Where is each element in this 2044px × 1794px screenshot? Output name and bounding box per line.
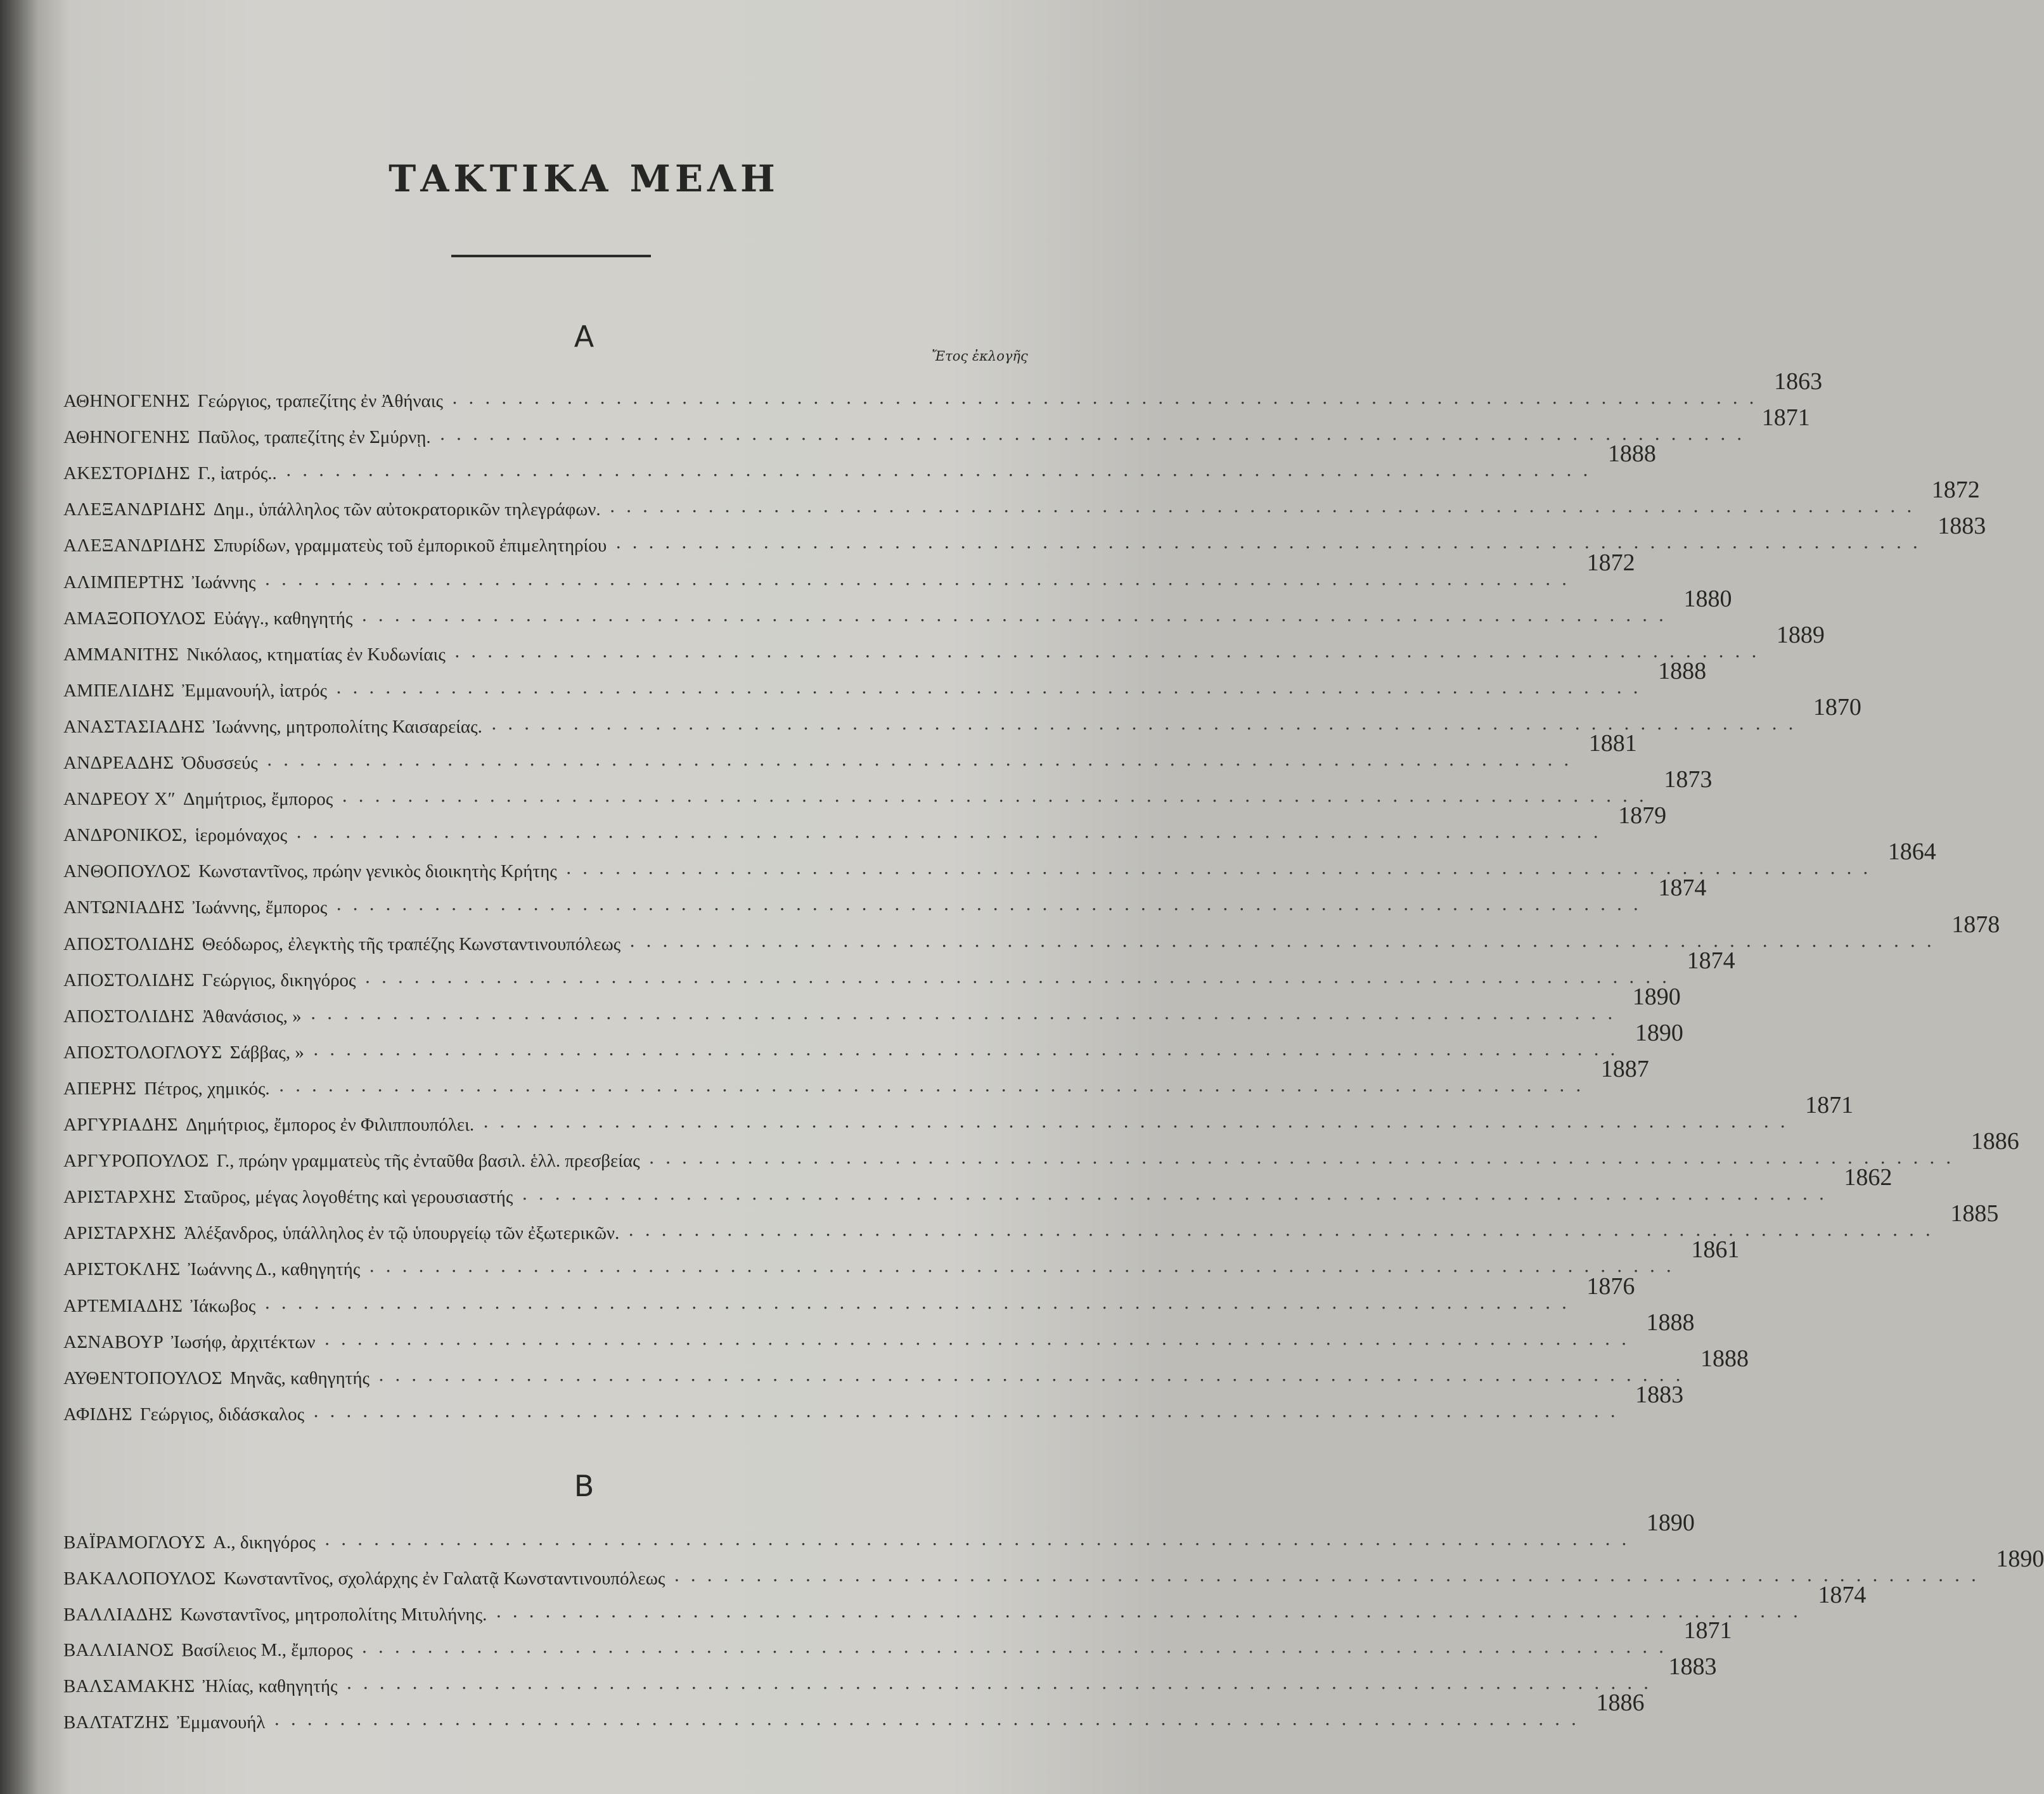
member-entry (63, 947, 1735, 991)
member-description: Γ., πρώην γραμματεὺς τῆς ἐνταῦθα βασιλ. ἑλλ. πρεσβείας (216, 1151, 640, 1172)
member-description: Ἠλίας, καθηγητής (202, 1676, 338, 1697)
member-entry (63, 1092, 1854, 1136)
election-year: 1886 (1596, 1689, 1645, 1716)
dot-leader: ................................................................................ (615, 532, 1929, 553)
member-description: Μηνᾶς, καθηγητής (229, 1368, 370, 1388)
election-year: 1873 (1664, 766, 1713, 793)
member-description: Ἐμμανουήλ, ἰατρός (182, 680, 328, 701)
dot-leader: ................................................................................ (378, 1364, 1692, 1385)
election-year: 1880 (1683, 585, 1732, 612)
dot-leader: ................................................................................ (439, 423, 1753, 445)
dot-leader: ................................................................................ (628, 1219, 1942, 1241)
election-year: 1890 (1632, 983, 1681, 1010)
member-description: Ἰάκωβος (190, 1295, 256, 1316)
member-entry (63, 802, 1667, 846)
dot-leader: ................................................................................ (496, 1600, 1809, 1622)
member-entry (63, 513, 1986, 556)
member-surname: ΒΑΚΑΛΟΠΟΥΛΟΣ (63, 1568, 216, 1589)
member-description: Σταῦρος, μέγας λογοθέτης καὶ γερουσιαστής (183, 1187, 513, 1208)
member-surname: ΑΡΤΕΜΙΑΔΗΣ (63, 1295, 183, 1316)
dot-leader: ................................................................................ (285, 459, 1599, 481)
dot-leader: ................................................................................ (324, 1328, 1638, 1349)
dot-leader: ................................................................................ (452, 387, 1766, 408)
dot-leader: ................................................................................ (310, 1002, 1624, 1023)
member-surname: ΒΑΛΣΑΜΑΚΗΣ (63, 1676, 195, 1697)
election-year: 1890 (1646, 1509, 1695, 1536)
dot-leader: ................................................................................ (361, 1636, 1675, 1658)
election-year: 1872 (1931, 477, 1980, 504)
member-description: Βασίλειος Μ., ἔμπορος (181, 1640, 353, 1661)
member-description: Κωνσταντῖνος, μητροπολίτης Μιτυλήνης. (180, 1604, 487, 1625)
election-year: 1890 (1996, 1545, 2044, 1572)
election-year: 1883 (1635, 1381, 1684, 1408)
member-entry (63, 766, 1713, 810)
election-year: 1874 (1687, 947, 1735, 974)
member-surname: ΒΑΛΤΑΤΖΗΣ (63, 1712, 170, 1733)
member-surname: ΑΜΜΑΝΙΤΗΣ (63, 644, 179, 665)
member-entry (63, 983, 1681, 1027)
election-year: 1888 (1658, 657, 1707, 684)
dot-leader: ................................................................................ (369, 1255, 1683, 1277)
dot-leader: ................................................................................ (483, 1111, 1797, 1132)
member-entry (63, 549, 1635, 593)
election-year: 1883 (1668, 1653, 1717, 1681)
member-description: Ἰωάννης, μητροπολίτης Καισαρείας. (212, 716, 482, 737)
member-description: Ὀδυσσεύς (181, 753, 258, 773)
member-description: Ἰωάννης, ἔμπορος (192, 897, 328, 918)
dot-leader: ................................................................................ (296, 821, 1610, 843)
member-description: Γ., ἰατρός.. (198, 463, 277, 484)
member-description: Σπυρίδων, γραμματεὺς τοῦ ἐμπορικοῦ ἐπιμελητηρίου (213, 535, 607, 556)
member-entry (63, 1055, 1649, 1099)
member-entry (63, 1653, 1717, 1697)
member-entry (63, 1617, 1732, 1661)
member-surname: ΑΡΓΥΡΟΠΟΥΛΟΣ (63, 1151, 209, 1172)
member-entry (63, 477, 1980, 520)
member-description: Δημ., ὑπάλληλος τῶν αὐτοκρατορικῶν τηλεγράφων. (213, 499, 601, 520)
member-entry (63, 1345, 1749, 1389)
member-description: Νικόλαος, κτηματίας ἐν Κυδωνίαις (186, 644, 446, 665)
dot-leader: ................................................................................ (609, 496, 1923, 517)
member-surname: ΑΛΕΞΑΝΔΡΙΔΗΣ (63, 499, 206, 520)
election-year: 1876 (1586, 1272, 1635, 1300)
election-year: 1874 (1818, 1581, 1867, 1608)
member-entry (63, 657, 1707, 702)
member-surname: ΑΠΟΣΤΟΛΙΔΗΣ (63, 970, 195, 990)
section-letter-b: Β (574, 1469, 595, 1503)
election-year: 1881 (1588, 730, 1637, 757)
election-year: 1888 (1607, 440, 1656, 468)
dot-leader: ................................................................................ (278, 1074, 1592, 1096)
election-year: 1887 (1600, 1055, 1649, 1082)
member-surname: ΒΑΛΛΙΑΝΟΣ (63, 1640, 174, 1661)
member-entry (63, 1164, 1893, 1208)
member-surname: ΑΣΝΑΒΟΥΡ (63, 1331, 164, 1352)
page-title: ΤΑΚΤΙΚΑ ΜΕΛΗ (389, 157, 780, 200)
member-entry (63, 1272, 1635, 1317)
member-surname: ΑΠΟΣΤΟΛΙΔΗΣ (63, 933, 195, 954)
member-description: Εὐάγγ., καθηγητής (213, 608, 353, 629)
dot-leader: ................................................................................ (454, 640, 1768, 662)
member-entry (63, 693, 1861, 738)
dot-leader: ................................................................................ (313, 1400, 1627, 1421)
section-letter-a: Α (574, 319, 595, 354)
member-surname: ΑΠΟΣΤΟΛΟΓΛΟΥΣ (63, 1042, 222, 1063)
election-year: 1889 (1776, 621, 1825, 648)
dot-leader: ................................................................................ (266, 749, 1580, 770)
election-year: 1863 (1774, 368, 1823, 395)
member-entry (63, 1509, 1695, 1553)
election-year: 1879 (1618, 802, 1667, 830)
member-description: Γεώργιος, τραπεζίτης ἐν Ἀθήναις (197, 391, 444, 411)
member-description: Ἰωάννης Δ., καθηγητής (188, 1259, 361, 1280)
member-entry (63, 1019, 1683, 1063)
member-entry (63, 1309, 1695, 1353)
member-entry (63, 875, 1707, 918)
member-entry (63, 440, 1656, 484)
title-rule (451, 255, 651, 257)
dot-leader: ................................................................................ (522, 1183, 1835, 1205)
election-year: 1871 (1805, 1092, 1854, 1118)
member-description: Θεόδωρος, ἐλεγκτὴς τῆς τραπέζης Κωνσταντινουπόλεως (202, 933, 621, 954)
member-surname: ΑΚΕΣΤΟΡΙΔΗΣ (63, 463, 191, 484)
member-surname: ΑΛΙΜΠΕΡΤΗΣ (63, 572, 184, 593)
member-description: Δημήτριος, ἔμπορος ἐν Φιλιππουπόλει. (185, 1115, 475, 1135)
election-year: 1871 (1683, 1617, 1732, 1644)
year-column-header: Ἔτος ἐκλογῆς (932, 349, 1028, 364)
member-surname: ΑΜΠΕΛΙΔΗΣ (63, 680, 175, 701)
election-year: 1861 (1691, 1236, 1740, 1264)
member-surname: ΒΑΪΡΑΜΟΓΛΟΥΣ (63, 1532, 206, 1553)
member-surname: ΑΡΙΣΤΑΡΧΗΣ (63, 1187, 176, 1208)
member-surname: ΑΘΗΝΟΓΕΝΗΣ (63, 427, 190, 448)
member-surname: ΑΡΓΥΡΙΑΔΗΣ (63, 1115, 178, 1135)
member-description: Δημήτριος, ἔμπορος (183, 789, 333, 810)
member-description: Ἐμμανουήλ (177, 1712, 266, 1733)
member-description: Πέτρος, χημικός. (144, 1078, 270, 1099)
election-year: 1872 (1586, 549, 1635, 576)
dot-leader: ................................................................................ (364, 966, 1678, 987)
election-year: 1890 (1635, 1019, 1683, 1046)
dot-leader: ................................................................................ (336, 676, 1650, 698)
election-year: 1883 (1938, 513, 1986, 540)
member-description: Κωνσταντῖνος, πρώην γενικὸς διοικητὴς Κρήτης (198, 861, 557, 882)
dot-leader: ................................................................................ (648, 1147, 1962, 1169)
member-surname: ΑΜΑΞΟΠΟΥΛΟΣ (63, 608, 206, 629)
election-year: 1874 (1658, 875, 1707, 902)
dot-leader: ................................................................................ (565, 857, 1879, 879)
election-year: 1862 (1844, 1164, 1893, 1191)
dot-leader: ................................................................................ (674, 1564, 1988, 1586)
member-entry (63, 585, 1732, 629)
dot-leader: ................................................................................ (312, 1038, 1626, 1060)
member-surname: ΒΑΛΛΙΑΔΗΣ (63, 1604, 173, 1625)
election-year: 1885 (1950, 1200, 1999, 1227)
member-surname: ΑΡΙΣΤΟΚΛΗΣ (63, 1259, 181, 1280)
member-surname: ΑΝΘΟΠΟΥΛΟΣ (63, 861, 191, 882)
election-year: 1871 (1761, 404, 1810, 432)
member-description: Ἀλέξανδρος, ὑπάλληλος ἐν τῷ ὑπουργείῳ τῶν ἐξωτερικῶν. (183, 1223, 620, 1244)
dot-leader: ................................................................................ (342, 785, 1655, 807)
election-year: 1886 (1970, 1128, 2019, 1155)
member-description: Ἰωάννης (191, 572, 256, 593)
member-description: Παῦλος, τραπεζίτης ἐν Σμύρνῃ. (197, 427, 431, 448)
member-entry (63, 404, 1810, 448)
member-description: Α., δικηγόρος (213, 1532, 316, 1553)
election-year: 1888 (1700, 1345, 1749, 1372)
election-year: 1864 (1887, 838, 1936, 866)
dot-leader: ................................................................................ (361, 604, 1675, 625)
member-entry (63, 1689, 1645, 1733)
member-entry (63, 1200, 1999, 1244)
dot-leader: ................................................................................ (629, 930, 1943, 951)
member-entry (63, 1236, 1740, 1280)
member-entry (63, 1128, 2019, 1172)
member-description: Γεώργιος, διδάσκαλος (139, 1404, 305, 1425)
member-surname: ΑΥΘΕΝΤΟΠΟΥΛΟΣ (63, 1368, 222, 1388)
election-year: 1888 (1646, 1309, 1695, 1336)
member-surname: ΑΝΑΣΤΑΣΙΑΔΗΣ (63, 716, 205, 737)
member-description: Κωνσταντῖνος, σχολάρχης ἐν Γαλατᾷ Κωνσταντινουπόλεως (223, 1568, 665, 1589)
dot-leader: ................................................................................ (491, 712, 1804, 734)
member-surname: ΑΠΕΡΗΣ (63, 1078, 137, 1099)
member-entry (63, 368, 1823, 412)
member-entry (63, 621, 1825, 665)
member-surname: ΑΘΗΝΟΓΕΝΗΣ (63, 391, 190, 411)
dot-leader: ................................................................................ (264, 1291, 1578, 1313)
election-year: 1870 (1813, 693, 1861, 721)
member-description: Ἀθανάσιος, » (202, 1006, 302, 1027)
dot-leader: ................................................................................ (336, 894, 1650, 915)
member-surname: ΑΝΤΩΝΙΑΔΗΣ (63, 897, 185, 918)
member-description: Ἰωσήφ, ἀρχιτέκτων (171, 1331, 316, 1352)
member-description: Γεώργιος, δικηγόρος (202, 970, 356, 990)
dot-leader: ................................................................................ (264, 568, 1578, 589)
member-surname: ΑΝΔΡΕΟΥ Χ″ (63, 789, 176, 810)
election-year: 1878 (1951, 911, 2000, 938)
member-entry (63, 730, 1637, 774)
member-entry (63, 1581, 1867, 1625)
member-surname: ΑΠΟΣΤΟΛΙΔΗΣ (63, 1006, 195, 1027)
member-entry (63, 838, 1936, 882)
dot-leader: ................................................................................ (346, 1672, 1660, 1694)
member-entry (63, 911, 2000, 955)
member-surname: ΑΡΙΣΤΑΡΧΗΣ (63, 1223, 176, 1244)
member-description: Σάββας, » (229, 1042, 304, 1063)
member-surname: ΑΛΕΞΑΝΔΡΙΔΗΣ (63, 535, 206, 556)
member-surname: ΑΦΙΔΗΣ (63, 1404, 132, 1425)
dot-leader: ................................................................................ (274, 1708, 1588, 1729)
member-surname: ΑΝΔΡΕΑΔΗΣ (63, 753, 174, 773)
dot-leader: ................................................................................ (324, 1528, 1638, 1549)
member-entry (63, 1545, 2044, 1589)
member-description: ἱερομόναχος (195, 825, 288, 846)
member-entry (63, 1381, 1684, 1425)
member-surname: ΑΝΔΡΟΝΙΚΟΣ, (63, 825, 188, 846)
